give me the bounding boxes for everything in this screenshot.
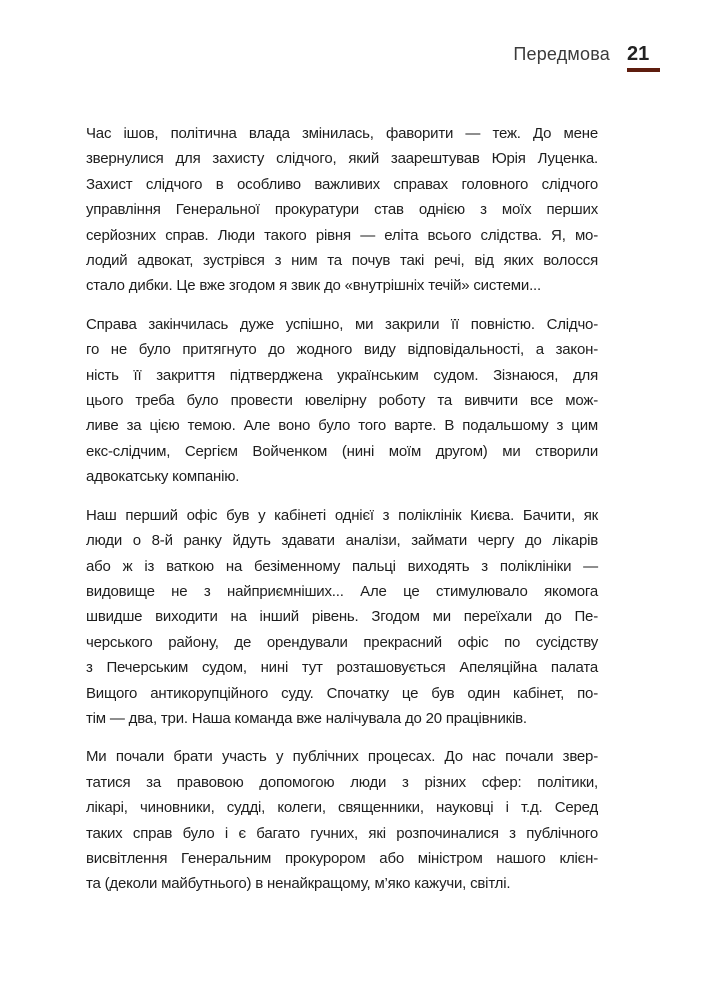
text-line: Справа закінчилась дуже успішно, ми закрили її повністю. Слідчо- <box>86 315 598 333</box>
text-line: Час ішов, політична влада змінилась, фаворити — теж. До мене <box>86 125 598 142</box>
paragraph <box>86 503 598 732</box>
text-line: ність її закриття підтверджена українським судом. Зізнаюся, для <box>86 366 598 384</box>
text-line: лодий адвокат, зустрівся з ним та почув такі речі, від яких волосся <box>86 252 598 270</box>
page-number-block <box>627 44 660 72</box>
text-line: екс-слідчим, Сергієм Войченком (нині моїм другом) ми створили <box>86 442 598 460</box>
paragraph <box>86 744 598 896</box>
text-line: Наш перший офіс був у кабінеті однієї з поліклінік Києва. Бачити, як <box>86 506 598 524</box>
paragraph <box>86 121 598 299</box>
text-line: черського району, де орендували прекрасний офіс по сусідству <box>86 633 598 651</box>
text-line: Захист слідчого в особливо важливих справах головного слідчого <box>86 175 598 193</box>
page-number: 21 <box>627 43 650 65</box>
page-text <box>86 121 598 897</box>
text-line: стало дибки. Це вже згодом я звик до «внутрішніх течій» системи... <box>86 277 541 295</box>
text-line: люди о 8-й ранку йдуть здавати аналізи, займати чергу до лікарів <box>86 532 598 550</box>
text-line: татися за правовою допомогою люди з різних сфер: політики, <box>86 773 598 791</box>
text-line: та (деколи майбутнього) в ненайкращому, м’яко кажучи, світлі. <box>86 875 511 893</box>
text-line: звернулися для захисту слідчого, який заарештував Юрія Луценка. <box>86 150 598 168</box>
text-line: з Печерським судом, нині тут розташовується Апеляційна палата <box>86 659 598 677</box>
text-line: го не було притягнуто до жодного виду відповідальності, а закон- <box>86 341 598 359</box>
text-line: ливе за цією темою. Але воно було того варте. В подальшому з цим <box>86 417 598 435</box>
text-line: лікарі, чиновники, судді, колеги, священники, науковці і т.д. Серед <box>86 799 598 817</box>
text-line: швидше виходити на інший рівень. Згодом ми переїхали до Пе- <box>86 608 598 626</box>
text-line: Ми почали брати участь у публічних процесах. До нас почали звер- <box>86 748 598 766</box>
text-line: або ж із ваткою на безіменному пальці виходять з поліклініки — <box>86 557 598 575</box>
running-head <box>513 44 660 72</box>
text-line: управління Генеральної прокуратури став однією з моїх перших <box>86 201 598 219</box>
text-line: тім — два, три. Наша команда вже налічувала до 20 працівників. <box>86 709 527 727</box>
text-line: видовище не з найприємніших... Але це стимулювало якомога <box>86 582 598 600</box>
text-line: таких справ було і є багато гучних, які розпочиналися з публічного <box>86 824 598 842</box>
paragraph <box>86 312 598 490</box>
text-line: висвітлення Генеральним прокурором або міністром нашого клієн- <box>86 849 598 867</box>
text-line: цього треба було провести ювелірну роботу та вивчити все мож- <box>86 392 598 410</box>
text-line: Вищого антикорупційного суду. Спочатку це був один кабінет, по- <box>86 684 598 702</box>
section-title: Передмова <box>513 44 610 64</box>
text-line: адвокатську компанію. <box>86 468 240 486</box>
accent-rule <box>627 68 660 72</box>
text-line: серйозних справ. Люди такого рівня — еліта всього слідства. Я, мо- <box>86 226 598 244</box>
